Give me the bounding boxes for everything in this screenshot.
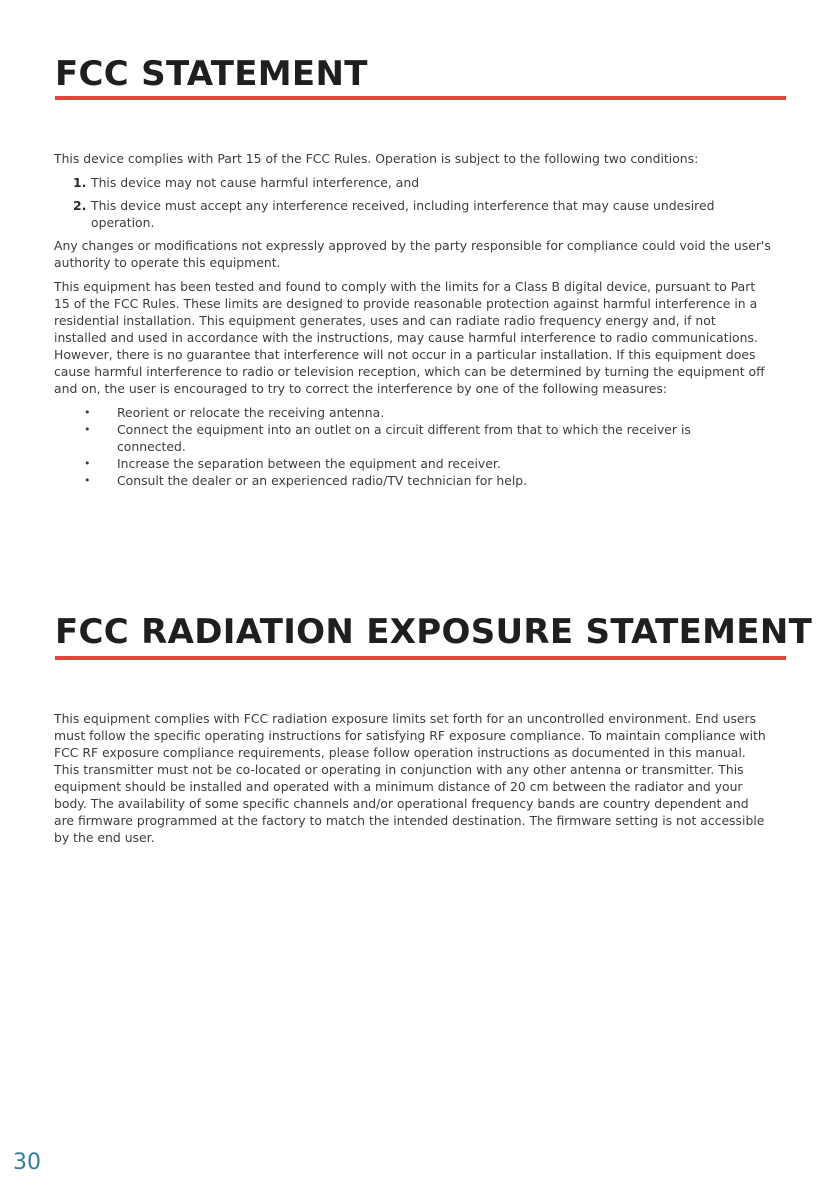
- conditions-list: [54, 174, 772, 231]
- condition-text: This device must accept any interference received, including interference that may cause undesired operation.: [91, 198, 715, 230]
- bullet-icon: •: [84, 474, 91, 487]
- list-item: [54, 404, 747, 421]
- heading-divider: [55, 96, 786, 100]
- bullet-icon: •: [84, 457, 91, 470]
- radiation-exposure-heading: FCC RADIATION EXPOSURE STATEMENT: [55, 612, 813, 652]
- list-item: [54, 455, 747, 472]
- page-number: 30: [13, 1150, 41, 1175]
- measure-text: Connect the equipment into an outlet on a circuit different from that to which the receiver is connected.: [117, 422, 691, 454]
- condition-text: This device may not cause harmful interference, and: [91, 175, 420, 190]
- condition-item: [54, 174, 731, 191]
- condition-item: [54, 197, 731, 231]
- list-item: [54, 472, 747, 489]
- condition-number: 2.: [73, 198, 87, 213]
- heading-divider: [55, 656, 786, 660]
- condition-number: 1.: [73, 175, 87, 190]
- list-item: [54, 421, 747, 455]
- class-b-paragraph: This equipment has been tested and found to comply with the limits for a Class B digital device, pursuant to Part 15 of the FCC Rules. These limits are designed to provide reasonable protection against harmful interference in a residential installation. This equipment generates, uses and can radiate radio frequency energy and, if not installed and used in accordance with the instructions, may cause harmful interference to radio communications. However, there is no guarantee that interference will not occur in a particular installation. If this equipment does cause harmful interference to radio or television reception, which can be determined by turning the equipment off and on, the user is encouraged to try to correct the interference by one of the following measures:: [54, 279, 765, 396]
- measure-text: Reorient or relocate the receiving antenna.: [117, 405, 385, 420]
- bullet-icon: •: [84, 423, 91, 436]
- intro-paragraph: This device complies with Part 15 of the FCC Rules. Operation is subject to the following two conditions:: [54, 151, 699, 166]
- modifications-paragraph: Any changes or modifications not expressly approved by the party responsible for compliance could void the user's authority to operate this equipment.: [54, 238, 771, 270]
- bullet-icon: •: [84, 406, 91, 419]
- measure-text: Consult the dealer or an experienced radio/TV technician for help.: [117, 473, 528, 488]
- radiation-paragraph: This equipment complies with FCC radiation exposure limits set forth for an uncontrolled environment. End users must follow the specific operating instructions for satisfying RF exposure compliance. To maintain compliance with FCC RF exposure compliance requirements, please follow operation instructions as documented in this manual. This transmitter must not be co-located or operating in conjunction with any other antenna or transmitter. This equipment should be installed and operated with a minimum distance of 20 cm between the radiator and your body. The availability of some specific channels and/or operational frequency bands are country dependent and are firmware programmed at the factory to match the intended destination. The firmware setting is not accessible by the end user.: [54, 711, 766, 845]
- radiation-exposure-section: [54, 710, 772, 853]
- fcc-statement-heading: FCC STATEMENT: [55, 54, 368, 94]
- fcc-statement-section: [54, 150, 772, 489]
- measure-text: Increase the separation between the equipment and receiver.: [117, 456, 501, 471]
- measures-list: [54, 404, 772, 489]
